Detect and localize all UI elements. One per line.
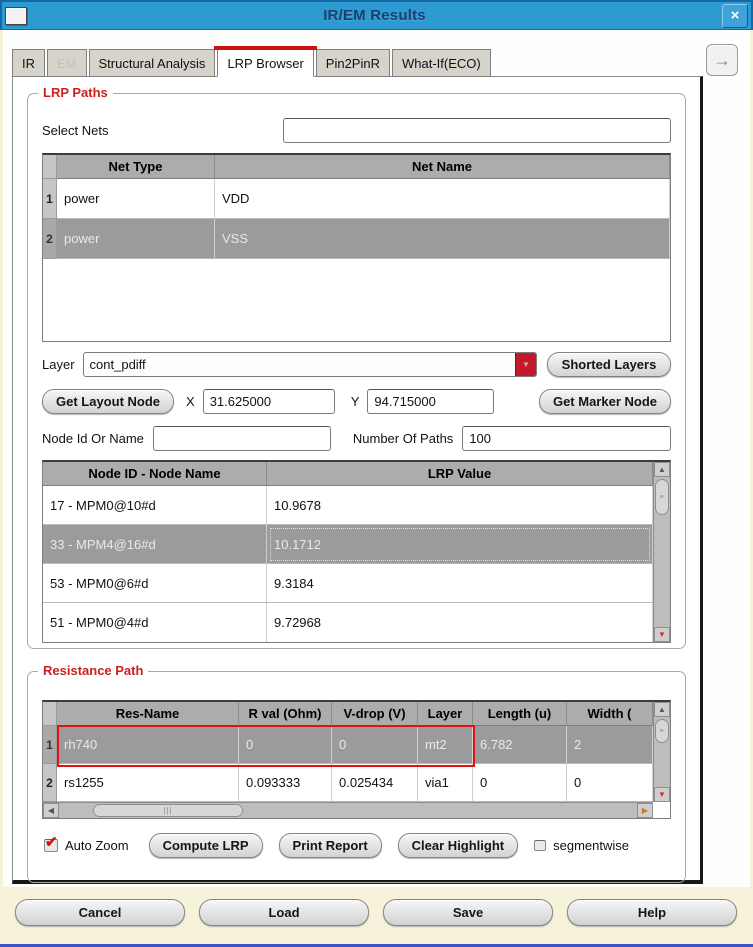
dialog-footer xyxy=(0,887,753,944)
print-report-button[interactable]: Print Report xyxy=(279,833,382,858)
length-cell[interactable]: 0 xyxy=(473,764,567,802)
width-header[interactable]: Width ( xyxy=(567,702,653,726)
lrp-value-cell[interactable]: 10.9678 xyxy=(267,486,653,525)
y-label: Y xyxy=(350,394,360,409)
node-id-cell[interactable]: 51 - MPM0@4#d xyxy=(43,603,267,642)
scroll-up-icon[interactable]: ▲ xyxy=(654,462,670,477)
node-id-cell[interactable]: 53 - MPM0@6#d xyxy=(43,564,267,603)
net-table-empty-area xyxy=(43,259,670,341)
segmentwise-checkbox[interactable] xyxy=(534,840,546,851)
lrp-paths-legend: LRP Paths xyxy=(38,85,113,100)
clear-highlight-button[interactable]: Clear Highlight xyxy=(398,833,518,858)
window-menu-icon[interactable] xyxy=(5,7,27,25)
load-button[interactable]: Load xyxy=(199,899,369,926)
close-icon[interactable]: × xyxy=(722,4,748,28)
window-title: IR/EM Results xyxy=(323,7,426,24)
res-name-cell[interactable]: rs1255 xyxy=(57,764,239,802)
row-number[interactable]: 1 xyxy=(43,726,57,764)
node-table xyxy=(42,460,671,643)
scroll-down-icon[interactable]: ▼ xyxy=(654,787,670,802)
tab-pin2pinr[interactable]: Pin2PinR xyxy=(316,49,390,77)
lrp-value-cell[interactable]: 9.72968 xyxy=(267,603,653,642)
number-of-paths-label: Number Of Paths xyxy=(352,431,454,446)
hscrollbar-track[interactable] xyxy=(59,803,637,818)
width-cell[interactable]: 0 xyxy=(567,764,653,802)
layer-combobox[interactable] xyxy=(83,352,537,377)
net-type-header[interactable]: Net Type xyxy=(57,155,215,179)
net-type-cell[interactable]: power xyxy=(57,219,215,259)
scroll-up-icon[interactable]: ▲ xyxy=(654,702,670,717)
tab-structural-analysis[interactable]: Structural Analysis xyxy=(89,49,216,77)
select-nets-label: Select Nets xyxy=(42,123,109,138)
resistance-controls xyxy=(42,833,671,858)
select-nets-input[interactable] xyxy=(283,118,671,143)
vdrop-header[interactable]: V-drop (V) xyxy=(332,702,418,726)
res-name-header[interactable]: Res-Name xyxy=(57,702,239,726)
x-coordinate-input[interactable] xyxy=(203,389,335,414)
lrp-value-cell[interactable]: 9.3184 xyxy=(267,564,653,603)
scrollbar-thumb[interactable]: ≡ xyxy=(655,479,669,515)
resistance-path-legend: Resistance Path xyxy=(38,663,148,678)
segmentwise-label: segmentwise xyxy=(553,838,629,853)
scrollbar-track[interactable] xyxy=(654,745,670,787)
cancel-button[interactable]: Cancel xyxy=(15,899,185,926)
width-cell[interactable]: 2 xyxy=(567,726,653,764)
length-cell[interactable]: 6.782 xyxy=(473,726,567,764)
node-id-cell[interactable]: 33 - MPM4@16#d xyxy=(43,525,267,564)
net-type-cell[interactable]: power xyxy=(57,179,215,219)
net-name-header[interactable]: Net Name xyxy=(215,155,670,179)
dialog-body xyxy=(3,30,750,887)
rval-cell[interactable]: 0.093333 xyxy=(239,764,332,802)
check-icon: ✔ xyxy=(45,834,58,851)
lrp-value-header[interactable]: LRP Value xyxy=(267,462,653,486)
row-number[interactable]: 2 xyxy=(43,764,57,802)
layer-header[interactable]: Layer xyxy=(418,702,473,726)
layer-cell[interactable]: via1 xyxy=(418,764,473,802)
vdrop-cell[interactable]: 0 xyxy=(332,726,418,764)
tab-bar xyxy=(3,40,750,76)
net-table xyxy=(42,153,671,342)
layer-value: cont_pdiff xyxy=(89,357,146,372)
save-button[interactable]: Save xyxy=(383,899,553,926)
titlebar xyxy=(0,0,753,30)
scroll-left-icon[interactable]: ◀ xyxy=(43,803,59,818)
vdrop-cell[interactable]: 0.025434 xyxy=(332,764,418,802)
net-name-cell[interactable]: VDD xyxy=(215,179,670,219)
node-id-input[interactable] xyxy=(153,426,331,451)
lrp-paths-groupbox xyxy=(27,85,686,649)
y-coordinate-input[interactable] xyxy=(367,389,494,414)
tab-ir[interactable]: IR xyxy=(12,49,45,77)
res-name-cell[interactable]: rh740 xyxy=(57,726,239,764)
layer-cell[interactable]: mt2 xyxy=(418,726,473,764)
scroll-right-icon[interactable]: ▶ xyxy=(637,803,653,818)
node-id-cell[interactable]: 17 - MPM0@10#d xyxy=(43,486,267,525)
number-of-paths-input[interactable] xyxy=(462,426,671,451)
row-number[interactable]: 2 xyxy=(43,219,57,259)
net-name-cell[interactable]: VSS xyxy=(215,219,670,259)
layer-label: Layer xyxy=(42,357,75,372)
tab-scroll-right-icon[interactable]: → xyxy=(706,44,738,76)
tab-em: EM xyxy=(47,49,87,77)
node-id-header[interactable]: Node ID - Node Name xyxy=(43,462,267,486)
rval-header[interactable]: R val (Ohm) xyxy=(239,702,332,726)
x-label: X xyxy=(186,394,195,409)
resistance-table-scrollbar[interactable] xyxy=(653,702,670,802)
tab-whatif-eco[interactable]: What-If(ECO) xyxy=(392,49,491,77)
resistance-table xyxy=(42,700,671,819)
shorted-layers-button[interactable]: Shorted Layers xyxy=(547,352,671,377)
lrp-value-cell[interactable]: 10.1712 xyxy=(267,525,653,564)
scroll-down-icon[interactable]: ▼ xyxy=(654,627,670,642)
rval-cell[interactable]: 0 xyxy=(239,726,332,764)
tab-lrp-browser[interactable]: LRP Browser xyxy=(217,49,313,77)
res-table-corner xyxy=(43,702,57,726)
resistance-path-groupbox xyxy=(27,663,686,883)
help-button[interactable]: Help xyxy=(567,899,737,926)
node-id-label: Node Id Or Name xyxy=(42,431,144,446)
lrp-browser-panel xyxy=(12,76,703,884)
scrollbar-track[interactable] xyxy=(654,517,670,627)
scrollbar-thumb[interactable]: ≡ xyxy=(655,719,669,743)
chevron-down-icon[interactable]: ▼ xyxy=(515,353,536,376)
auto-zoom-label: Auto Zoom xyxy=(65,838,129,853)
net-table-corner xyxy=(43,155,57,179)
get-marker-node-button[interactable]: Get Marker Node xyxy=(539,389,671,414)
get-layout-node-button[interactable]: Get Layout Node xyxy=(42,389,174,414)
resistance-table-hscrollbar[interactable] xyxy=(43,802,653,818)
row-number[interactable]: 1 xyxy=(43,179,57,219)
node-table-scrollbar[interactable] xyxy=(653,462,670,642)
hscrollbar-thumb[interactable]: ||| xyxy=(93,804,243,817)
auto-zoom-checkbox[interactable] xyxy=(44,834,58,852)
compute-lrp-button[interactable]: Compute LRP xyxy=(149,833,263,858)
length-header[interactable]: Length (u) xyxy=(473,702,567,726)
